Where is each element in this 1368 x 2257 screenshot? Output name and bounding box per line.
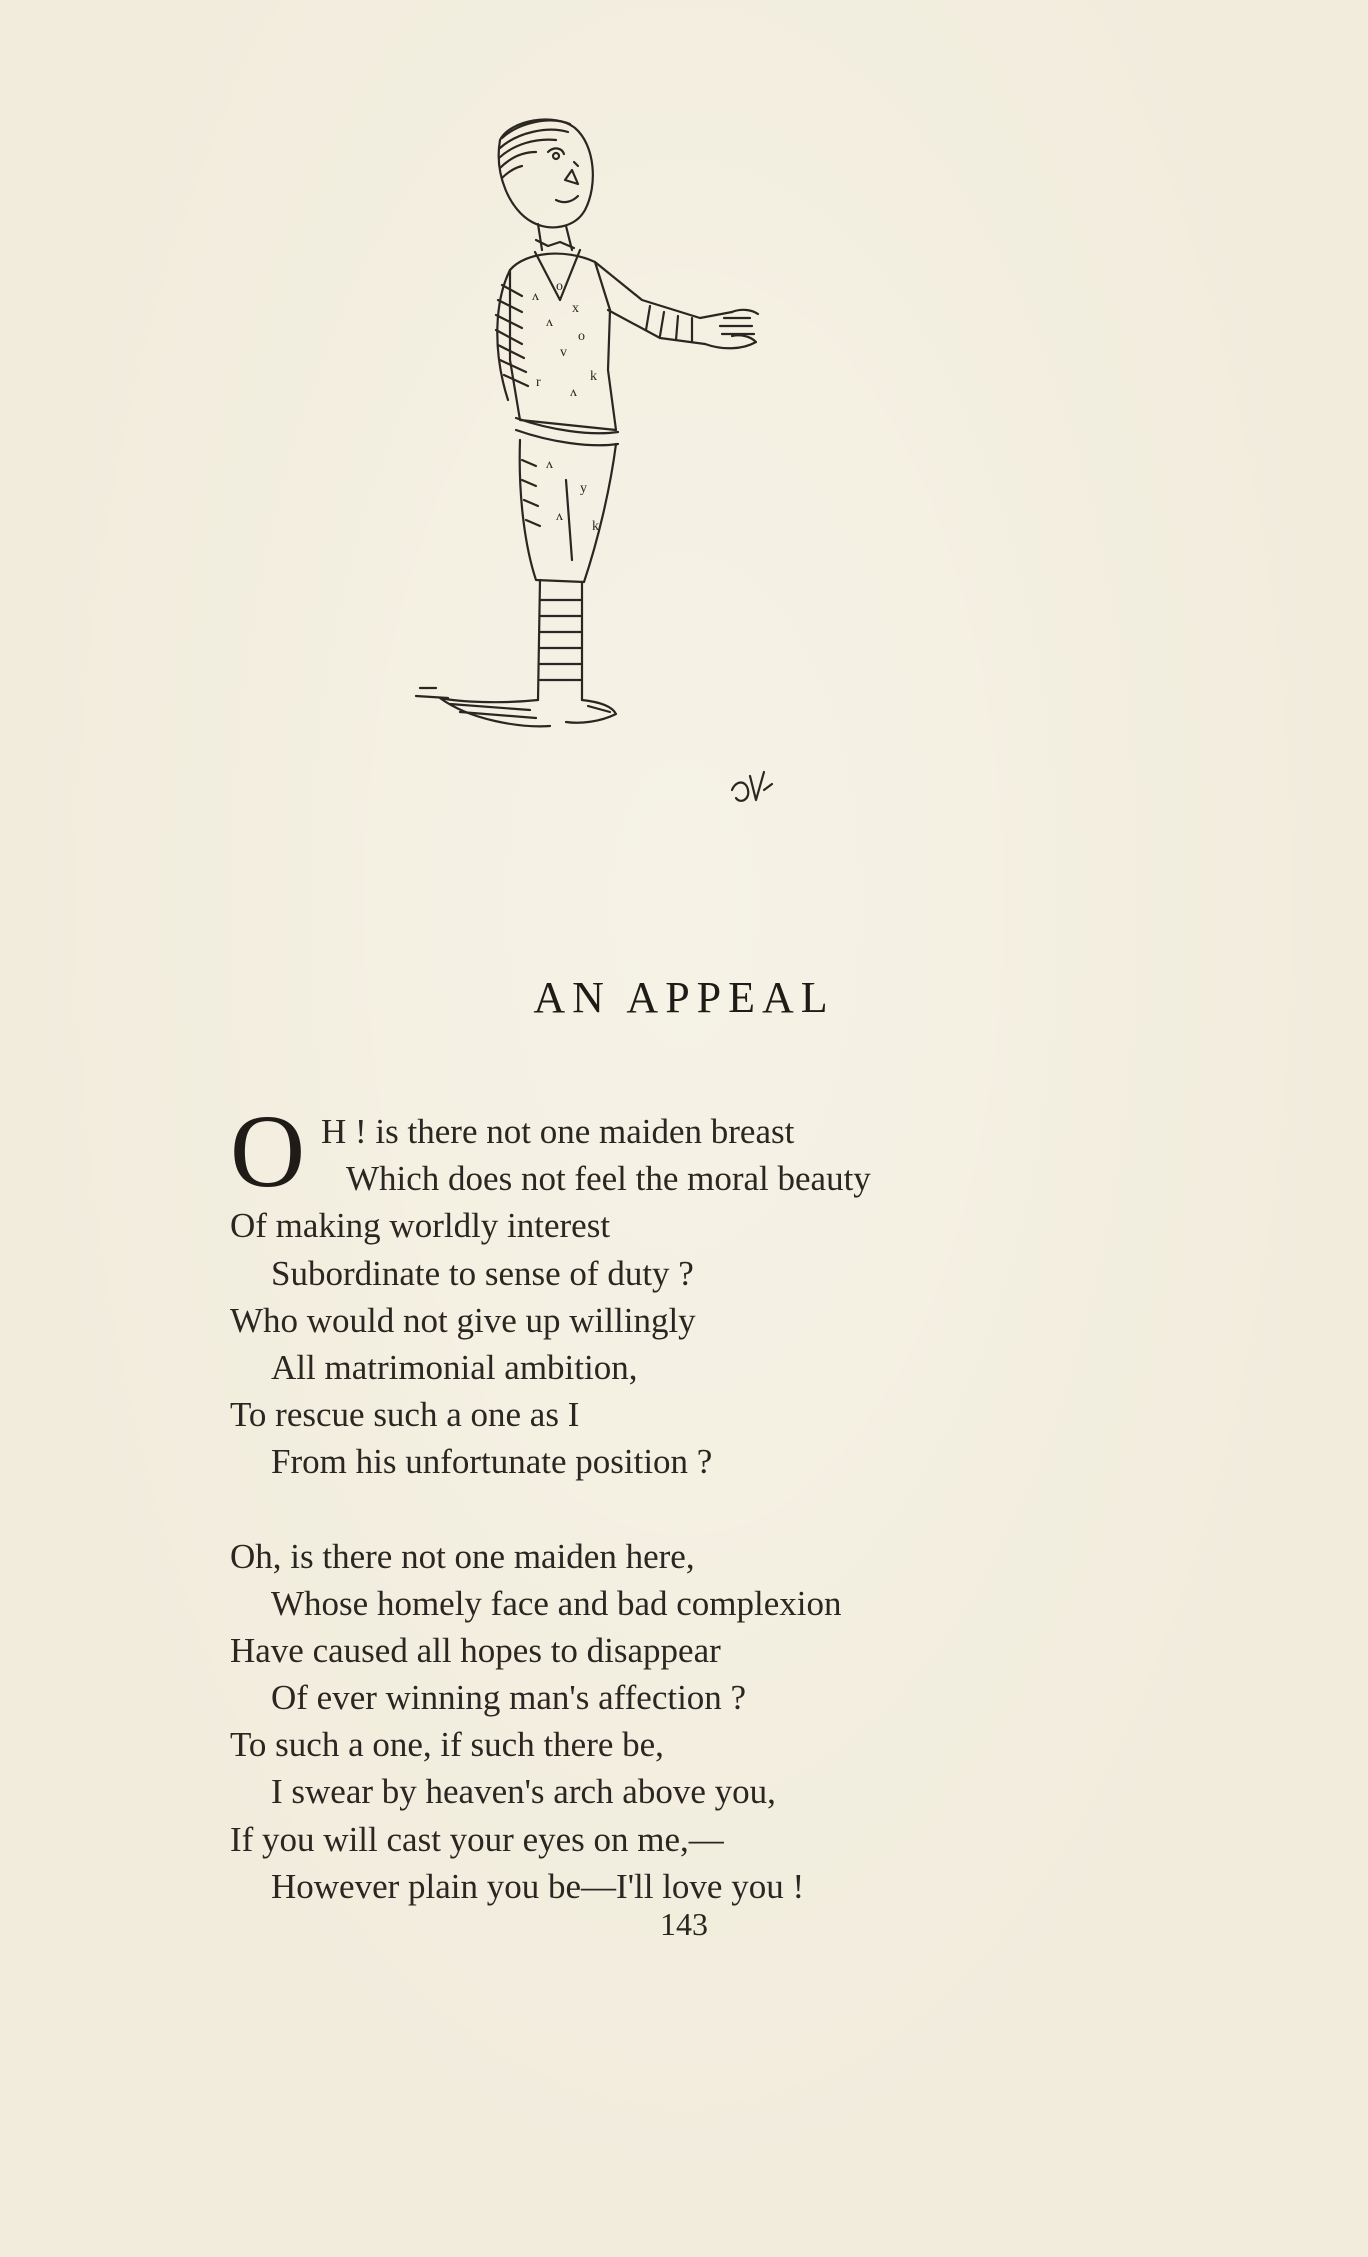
poem-line: However plain you be—I'll love you !: [271, 1866, 805, 1906]
poem-title: AN APPEAL: [533, 973, 835, 1022]
poem-line: Whose homely face and bad complexion: [271, 1583, 842, 1623]
poem-line: Who would not give up willingly: [230, 1300, 696, 1340]
poem-body: [230, 1094, 1130, 1910]
poem-line: If you will cast your eyes on me,—: [230, 1819, 724, 1859]
svg-text:v: v: [560, 345, 567, 360]
drop-cap: O: [230, 1094, 306, 1209]
svg-text:ʌ: ʌ: [546, 457, 553, 472]
stanza-2: [230, 1533, 1130, 1911]
poem-line: To such a one, if such there be,: [230, 1725, 664, 1765]
poem-line: Of making worldly interest: [230, 1206, 611, 1246]
poem-line: H ! is there not one maiden breast: [321, 1112, 795, 1151]
poem-line: From his unfortunate position ?: [271, 1442, 713, 1482]
poem-line: Of ever winning man's affection ?: [271, 1678, 747, 1718]
stanza-divider: [230, 1486, 1130, 1533]
svg-text:ʌ: ʌ: [546, 315, 553, 330]
poem-line: Have caused all hopes to disappear: [230, 1630, 721, 1670]
poem-line: To rescue such a one as I: [230, 1395, 580, 1435]
svg-text:x: x: [572, 301, 579, 316]
svg-text:y: y: [580, 481, 587, 496]
svg-text:ʌ: ʌ: [570, 385, 577, 400]
poem-line: I swear by heaven's arch above you,: [271, 1772, 776, 1812]
svg-text:r: r: [536, 375, 541, 390]
svg-text:k: k: [590, 369, 597, 384]
poem-line: Oh, is there not one maiden here,: [230, 1536, 695, 1576]
poem-line: All matrimonial ambition,: [271, 1347, 638, 1387]
poem-line: Subordinate to sense of duty ?: [271, 1253, 694, 1293]
svg-text:o: o: [578, 329, 585, 344]
svg-text:o: o: [556, 279, 563, 294]
poem-line: Which does not feel the moral beauty: [346, 1159, 871, 1199]
page-number: 143: [660, 1906, 708, 1942]
stanza-1: [230, 1094, 1130, 1486]
svg-text:k: k: [592, 519, 599, 534]
figure-drawing-icon: [360, 100, 820, 860]
figure-illustration: [360, 100, 820, 860]
svg-text:ʌ: ʌ: [532, 289, 539, 304]
svg-text:ʌ: ʌ: [556, 509, 563, 524]
